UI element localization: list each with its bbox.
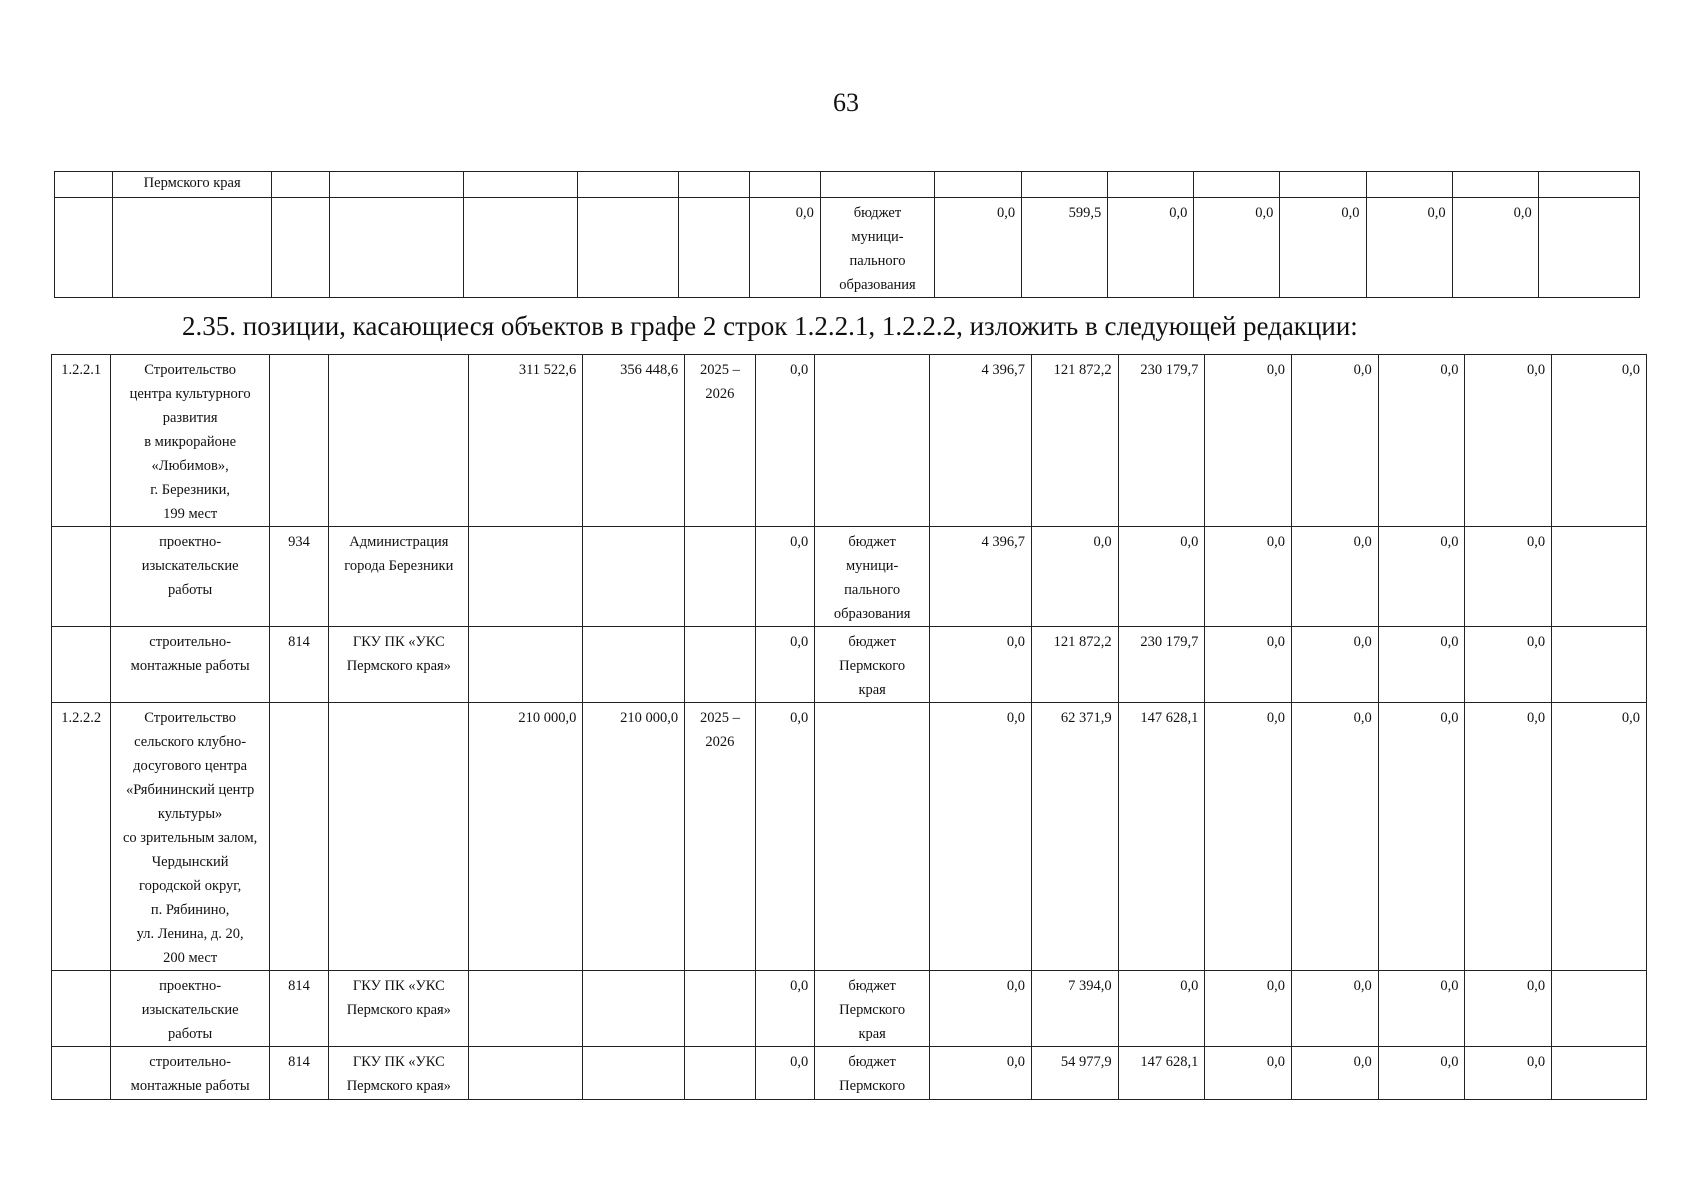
cell-value: 0,0 bbox=[1205, 527, 1292, 627]
cell-object-name bbox=[111, 527, 269, 627]
cell-value: 0,0 bbox=[755, 1047, 814, 1100]
table-row bbox=[52, 527, 1647, 627]
cell-value: 0,0 bbox=[1378, 703, 1465, 971]
cell-cost: 210 000,0 bbox=[469, 703, 583, 971]
cell-value: 0,0 bbox=[749, 198, 820, 298]
cell-row-number bbox=[52, 971, 111, 1047]
object-name-line: п. Рябинино, bbox=[150, 902, 230, 918]
period-line: 2026 bbox=[705, 734, 735, 750]
cell-period bbox=[685, 527, 756, 627]
organization-line: ГКУ ПК «УКС bbox=[352, 1054, 445, 1070]
cell-value: 0,0 bbox=[1465, 627, 1552, 703]
object-name-line: 200 мест bbox=[163, 950, 218, 966]
table-row bbox=[52, 971, 1647, 1047]
budget-line: края bbox=[858, 682, 886, 698]
cell-value: 62 371,9 bbox=[1031, 703, 1118, 971]
cell-value: 0,0 bbox=[930, 971, 1032, 1047]
cell-budget bbox=[815, 703, 930, 971]
cell-value bbox=[1552, 1047, 1647, 1100]
cell-period bbox=[685, 971, 756, 1047]
cell-value: 0,0 bbox=[1378, 1047, 1465, 1100]
cell-organization bbox=[329, 527, 469, 627]
period-line: 2025 – bbox=[699, 710, 740, 726]
cell-value: 0,0 bbox=[1292, 1047, 1379, 1100]
cell-value: 0,0 bbox=[1292, 971, 1379, 1047]
budget-line: образования bbox=[833, 606, 911, 622]
table-row bbox=[55, 198, 1640, 298]
budget-line: Пермского bbox=[839, 1002, 906, 1018]
object-name-line: в микрорайоне bbox=[144, 434, 237, 450]
budget-line: муници- bbox=[846, 558, 899, 574]
cell-value: 0,0 bbox=[1292, 703, 1379, 971]
period-line: 2025 – bbox=[699, 362, 740, 378]
cell-object-name bbox=[111, 355, 269, 527]
object-name-line: досугового центра bbox=[133, 758, 248, 774]
cell-cost: 311 522,6 bbox=[469, 355, 583, 527]
budget-line: пального bbox=[849, 253, 906, 269]
object-name-line: монтажные работы bbox=[130, 658, 250, 674]
cell-value: 0,0 bbox=[1118, 527, 1205, 627]
cell-value: 0,0 bbox=[935, 198, 1022, 298]
cell-value: 0,0 bbox=[1465, 355, 1552, 527]
organization-line: Администрация bbox=[349, 534, 449, 550]
table-row bbox=[55, 172, 1640, 198]
object-name-line: Чердынский bbox=[151, 854, 229, 870]
object-name-line: строительно- bbox=[149, 1054, 231, 1070]
organization-line: Пермского края» bbox=[346, 1002, 451, 1018]
cell-period bbox=[685, 627, 756, 703]
object-name-line: центра культурного bbox=[129, 386, 251, 402]
budget-line: бюджет bbox=[848, 534, 896, 550]
cell-value: 0,0 bbox=[1378, 971, 1465, 1047]
organization-line: города Березники bbox=[344, 558, 454, 574]
object-name-line: городской округ, bbox=[139, 878, 242, 894]
cell-value: 0,0 bbox=[755, 971, 814, 1047]
cell-value: 0,0 bbox=[1378, 355, 1465, 527]
cell-value: 0,0 bbox=[1292, 355, 1379, 527]
cell-value: 0,0 bbox=[755, 703, 814, 971]
cell-value: 0,0 bbox=[1205, 627, 1292, 703]
continuation-table bbox=[54, 171, 1640, 298]
objects-table bbox=[51, 354, 1647, 1100]
table-row bbox=[52, 703, 1647, 971]
cell-row-number: 1.2.2.2 bbox=[52, 703, 111, 971]
budget-line: муници- bbox=[851, 229, 904, 245]
cell-organization bbox=[329, 1047, 469, 1100]
cell-budget bbox=[815, 527, 930, 627]
object-name-line: изыскательские bbox=[141, 558, 239, 574]
cell-value: 0,0 bbox=[1378, 627, 1465, 703]
cell-row-number: 1.2.2.1 bbox=[52, 355, 111, 527]
cell-value bbox=[1552, 527, 1647, 627]
cell-value: 147 628,1 bbox=[1118, 703, 1205, 971]
cell-period bbox=[685, 355, 756, 527]
object-name-line: культуры» bbox=[157, 806, 223, 822]
organization-line: Пермского края» bbox=[346, 1078, 451, 1094]
cell-value: 4 396,7 bbox=[930, 355, 1032, 527]
cell-value: 0,0 bbox=[1366, 198, 1452, 298]
budget-line: Пермского bbox=[839, 1078, 906, 1094]
object-name-line: Строительство bbox=[144, 710, 236, 726]
cell-value: 0,0 bbox=[1292, 527, 1379, 627]
cell-value: 121 872,2 bbox=[1031, 627, 1118, 703]
cell-object-name bbox=[111, 971, 269, 1047]
budget-line: образования bbox=[839, 277, 916, 293]
cell-value: 0,0 bbox=[1108, 198, 1194, 298]
cell-organization bbox=[329, 355, 469, 527]
cell-value: 0,0 bbox=[1452, 198, 1538, 298]
budget-line: бюджет bbox=[848, 634, 896, 650]
cell-value: 0,0 bbox=[755, 355, 814, 527]
object-name-line: «Любимов», bbox=[151, 458, 229, 474]
cell-period bbox=[685, 703, 756, 971]
budget-line: Пермского bbox=[839, 658, 906, 674]
cell-value: 54 977,9 bbox=[1031, 1047, 1118, 1100]
object-name-line: работы bbox=[168, 1026, 213, 1042]
organization-line: ГКУ ПК «УКС bbox=[352, 634, 445, 650]
cell-value: 0,0 bbox=[930, 1047, 1032, 1100]
object-name-line: изыскательские bbox=[141, 1002, 239, 1018]
cell-value: 599,5 bbox=[1022, 198, 1108, 298]
cell-code: 814 bbox=[269, 971, 328, 1047]
cell-value: 0,0 bbox=[1465, 527, 1552, 627]
cell-value: 0,0 bbox=[930, 703, 1032, 971]
cell-cost bbox=[583, 971, 685, 1047]
cell-row-number bbox=[52, 527, 111, 627]
cell-period bbox=[685, 1047, 756, 1100]
cell-value: 0,0 bbox=[930, 627, 1032, 703]
object-name-line: Строительство bbox=[144, 362, 236, 378]
cell-value: 0,0 bbox=[755, 527, 814, 627]
cell-value: 0,0 bbox=[1465, 703, 1552, 971]
cell-organization bbox=[329, 627, 469, 703]
budget-line: края bbox=[858, 1026, 886, 1042]
object-name-line: 199 мест bbox=[163, 506, 218, 522]
cell-code: 814 bbox=[269, 627, 328, 703]
cell-value: 7 394,0 bbox=[1031, 971, 1118, 1047]
cell-value: 0,0 bbox=[1552, 355, 1647, 527]
cell-budget bbox=[815, 355, 930, 527]
cell-budget bbox=[815, 627, 930, 703]
cell-value: 4 396,7 bbox=[930, 527, 1032, 627]
cell-value bbox=[1552, 627, 1647, 703]
cell-value bbox=[1552, 971, 1647, 1047]
cell-budget bbox=[815, 1047, 930, 1100]
organization-line: Пермского края» bbox=[346, 658, 451, 674]
cell-cost: 210 000,0 bbox=[583, 703, 685, 971]
cell-organization bbox=[329, 703, 469, 971]
object-name-line: проектно- bbox=[159, 534, 222, 550]
object-name-line: работы bbox=[168, 582, 213, 598]
cell-value: 0,0 bbox=[1031, 527, 1118, 627]
table-row bbox=[52, 1047, 1647, 1100]
cell-value: 0,0 bbox=[1280, 198, 1366, 298]
object-name-line: развития bbox=[162, 410, 218, 426]
table-row bbox=[52, 627, 1647, 703]
cell-value: 0,0 bbox=[755, 627, 814, 703]
page-number: 63 bbox=[833, 88, 859, 117]
cell-cost bbox=[469, 971, 583, 1047]
period-line: 2026 bbox=[705, 386, 735, 402]
cell-value: 0,0 bbox=[1194, 198, 1280, 298]
cell-code: 934 bbox=[269, 527, 328, 627]
object-name-line: г. Березники, bbox=[150, 482, 231, 498]
cell-row-number bbox=[52, 627, 111, 703]
object-name-line: со зрительным залом, bbox=[122, 830, 258, 846]
cell-budget bbox=[820, 198, 934, 298]
cell-value: 0,0 bbox=[1205, 703, 1292, 971]
table-row bbox=[52, 355, 1647, 527]
object-name-line: «Рябининский центр bbox=[126, 782, 255, 798]
cell-value: 147 628,1 bbox=[1118, 1047, 1205, 1100]
cell-value: 230 179,7 bbox=[1118, 355, 1205, 527]
cell-value: 230 179,7 bbox=[1118, 627, 1205, 703]
cell-object-name bbox=[111, 627, 269, 703]
cell-cost bbox=[469, 627, 583, 703]
cell-cost bbox=[583, 527, 685, 627]
section-heading: 2.35. позиции, касающиеся объектов в графе 2 строк 1.2.2.1, 1.2.2.2, изложить в следующей редакции: bbox=[182, 311, 1358, 341]
budget-line: бюджет bbox=[848, 1054, 896, 1070]
cell-cost bbox=[583, 1047, 685, 1100]
budget-line: бюджет bbox=[853, 205, 902, 221]
object-name-line: сельского клубно- bbox=[134, 734, 247, 750]
cell-budget bbox=[815, 971, 930, 1047]
cell-value: 121 872,2 bbox=[1031, 355, 1118, 527]
cell-cost bbox=[469, 1047, 583, 1100]
cell-organization bbox=[329, 971, 469, 1047]
budget-line: пального bbox=[844, 582, 901, 598]
cell-value: 0,0 bbox=[1378, 527, 1465, 627]
budget-line: бюджет bbox=[848, 978, 896, 994]
cell-object-name bbox=[111, 703, 269, 971]
cell-value: 0,0 bbox=[1205, 355, 1292, 527]
cell-value: 0,0 bbox=[1465, 971, 1552, 1047]
cell-cost: 356 448,6 bbox=[583, 355, 685, 527]
cell-cost bbox=[583, 627, 685, 703]
cell-continued-text: Пермского края bbox=[113, 172, 272, 198]
cell-value: 0,0 bbox=[1465, 1047, 1552, 1100]
cell-row-number bbox=[52, 1047, 111, 1100]
cell-value: 0,0 bbox=[1205, 1047, 1292, 1100]
cell-value: 0,0 bbox=[1292, 627, 1379, 703]
cell-object-name bbox=[111, 1047, 269, 1100]
cell-code bbox=[269, 355, 328, 527]
cell-code bbox=[269, 703, 328, 971]
cell-value: 0,0 bbox=[1552, 703, 1647, 971]
object-name-line: строительно- bbox=[149, 634, 231, 650]
cell-cost bbox=[469, 527, 583, 627]
object-name-line: проектно- bbox=[159, 978, 222, 994]
object-name-line: ул. Ленина, д. 20, bbox=[136, 926, 244, 942]
object-name-line: монтажные работы bbox=[130, 1078, 250, 1094]
cell-value: 0,0 bbox=[1118, 971, 1205, 1047]
cell-code: 814 bbox=[269, 1047, 328, 1100]
cell-value: 0,0 bbox=[1205, 971, 1292, 1047]
organization-line: ГКУ ПК «УКС bbox=[352, 978, 445, 994]
